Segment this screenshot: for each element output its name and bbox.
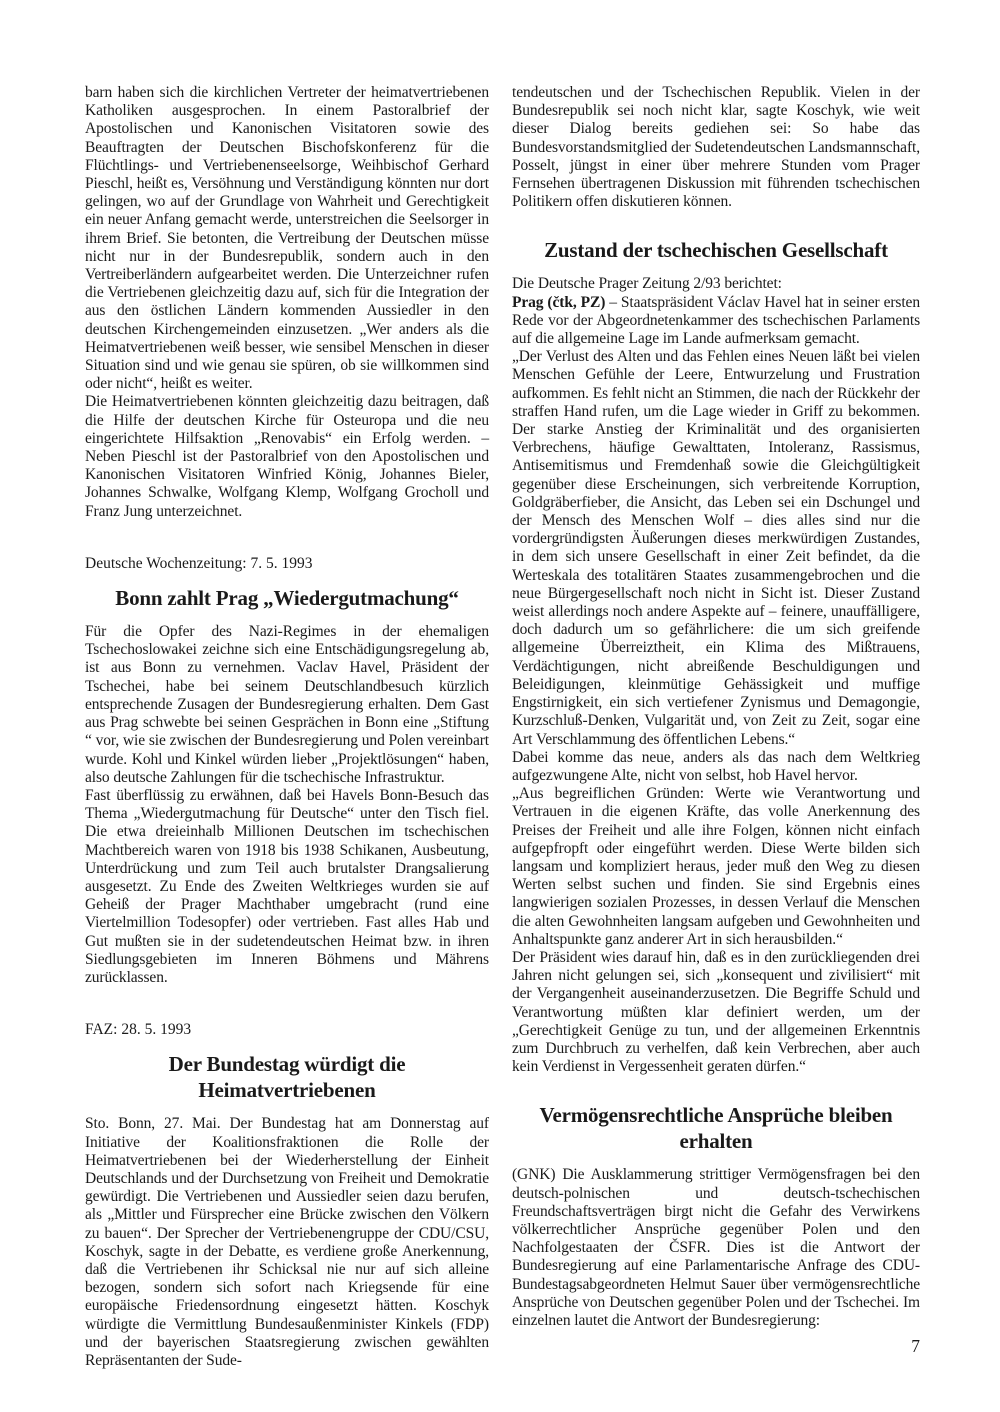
- article-paragraph: Dabei komme das neue, anders als das nach dem Weltkrieg aufgezwungene Alte, nicht von selbst, hob Havel hervor.: [512, 748, 920, 784]
- article-heading: Der Bundestag würdigt die Heimatvertriebenen: [168, 1052, 406, 1103]
- paragraph-lead: Prag (čtk, PZ): [512, 293, 606, 311]
- article-paragraph: tendeutschen und der Tschechischen Republik. Vielen in der Bundesrepublik sei noch nicht klar, sagte Koschyk, wie weit dieser Dialog bereits gediehen sei: So habe das Bundesvorstandsmitglied der Sudetendeutschen Landsmannschaft, Posselt, jüngst in einer über mehrere Stunden vom Prager Fernsehen übertragenen Diskussion mit führenden tschechischen Politikern offen diskutieren können.: [512, 84, 921, 211]
- article-heading: Vermögensrechtliche Ansprüche bleiben erhalten: [539, 1103, 893, 1154]
- article-paragraph: barn haben sich die kirchlichen Vertreter der heimatvertriebenen Katholiken ausgesprochen. In einem Pastoralbrief der Apostolischen und Kanonischen Visitatoren sowie des Beauftragten der Deutschen Bischofskonferenz für die Flüchtlings- und Vertriebenenseelsorge, Weihbischof Gerhard Pieschl, heißt es, Versöhnung und Verständigung könnten nur dort gelingen, wo auf der Grundlage von Wahrheit und Gerechtigkeit ein neuer Anfang gemacht werde, unterstreichen die Seelsorger in ihrem Brief. Sie betonten, die Vertreibung der Deutschen müsse nicht nur in der Bundesrepublik, sondern auch in den Vertreiberländern aufgearbeitet werden. Die Unterzeichner rufen die Vertriebenen gleichzeitig dazu auf, sich für die Integration der aus den östlichen Ländern kommenden Aussiedler in den deutschen Kirchengemeinden einzusetzen. „Wer anders als die Heimatvertriebenen weiß besser, wie sensibel Menschen in dieser Situation sind und wie genau sie spüren, ob sie willkommen sind oder nicht“, heißt es weiter.: [85, 84, 489, 393]
- source-line: Deutsche Wochenzeitung: 7. 5. 1993: [85, 554, 313, 572]
- article-heading: Zustand der tschechischen Gesellschaft: [544, 238, 888, 263]
- article-paragraph: Fast überflüssig zu erwähnen, daß bei Havels Bonn-Besuch das Thema „Wiedergutmachung für Deutsche“ unter den Tisch fiel. Die etwa dreieinhalb Millionen Deutschen im tschechischen Machtbereich waren von 1918 bis 1938 Schikanen, Ausbeutung, Unterdrückung und zum Teil auch brutalster Drangsalierung ausgesetzt. Zu Ende des Zweiten Weltkrieges wurden sie auf Geheiß der Prager Machthaber umgebracht (rund eine Viertelmillion Todesopfer) oder vertrieben. Fast alles Hab und Gut mußten sie in der sudetendeutschen Heimat bzw. in ihren Siedlungsgebieten im Inneren Böhmens und Mährens zurücklassen.: [85, 786, 489, 986]
- paragraph-lead-rest: – Staatspräsident Václav Havel hat in seiner ersten Rede vor der Abgeordnetenkammer des tschechischen Parlaments auf die allgemeine Lage im Lande aufmerksam gemacht.: [512, 293, 920, 348]
- source-line: FAZ: 28. 5. 1993: [85, 1021, 192, 1039]
- left-column: [85, 84, 489, 1370]
- article-paragraph: Für die Opfer des Nazi-Regimes in der ehemaligen Tschechoslowakei zeichne sich eine Entschädigungsregelung ab, ist aus Bonn zu vernehmen. Vaclav Havel, Präsident der Tschechei, habe bei seinem Deutschlandbesuch kürzlich entsprechende Zusagen der Bundesregierung erhalten. Dem Gast aus Prag schwebte bei seinen Gesprächen in Bonn eine „Stiftung “ vor, wie sie zwischen der Bundesregierung und Polen vereinbart wurde. Kohl und Kinkel würden lieber „Projektlösungen“ haben, also deutsche Zahlungen für die tschechische Infrastruktur.: [85, 623, 489, 786]
- right-column: [512, 84, 920, 1330]
- publication-line: Die Deutsche Prager Zeitung 2/93 berichtet:: [512, 275, 782, 293]
- page-number: 7: [911, 1336, 920, 1356]
- article-paragraph: Der Präsident wies darauf hin, daß es in den zurückliegenden drei Jahren nicht gelungen sei, sich „konsequent und zivilisiert“ mit der Vergangenheit auseinanderzusetzen. Die Begriffe Schuld und Verantwortung müßten klar definiert werden, um der „Gerechtigkeit Genüge zu tun, und der allgemeinen Erkenntnis zum Durchbruch zu verhelfen, daß kein Verbrechen, aber auch kein Verdienst in Vergessenheit geraten dürfen.“: [512, 948, 920, 1076]
- article-paragraph: Die Heimatvertriebenen könnten gleichzeitig dazu beitragen, daß die Hilfe der deutschen Kirche für Osteuropa und die neu eingerichtete Hilfsaktion „Renovabis“ ein Erfolg werden. – Neben Pieschl ist der Pastoralbrief von den Apostolischen und Kanonischen Visitatoren Winfried König, Johannes Bieler, Johannes Schwalke, Wolfgang Klemp, Wolfgang Grocholl und Franz Jung unterzeichnet.: [85, 393, 489, 520]
- article-paragraph: „Aus begreiflichen Gründen: Werte wie Verantwortung und Vertrauen in die eigenen Kräfte, das volle Anerkennung des Preises der Freiheit und alle ihre Folgen, können nicht einfach aufgepfropft oder eingeführt werden. Diese Werte bilden sich langsam und kompliziert heraus, jeder muß den Weg zu diesen Werten selbst suchen und finden. Sie sind Ergebnis eines langwierigen sozialen Prozesses, in dessen Verlauf die Menschen die alten Gewohnheiten langsam aufgeben und Gewohnheiten und Anhaltspunkte ganz anderer Art in sich herausbilden.“: [512, 785, 920, 948]
- article-heading: Bonn zahlt Prag „Wiedergutmachung“: [115, 586, 459, 611]
- article-paragraph: Sto. Bonn, 27. Mai. Der Bundestag hat am Donnerstag auf Initiative der Koalitionsfraktionen die Rolle der Heimatvertriebenen bei der Wiederherstellung der Einheit Deutschlands und der Durchsetzung von Freiheit und Demokratie gewürdigt. Die Vertriebenen und Aussiedler seien dazu berufen, als „Mittler und Fürsprecher eine Brücke zwischen den Völkern zu bauen“. Der Sprecher der Vertriebenengruppe der CDU/CSU, Koschyk, sagte in der Debatte, es verdiene große Anerkennung, daß die Vertriebenen ihr Schicksal nie nur auf sich alleine bezogen, sondern sich sofort nach Kriegsende für eine europäische Friedensordnung eingesetzt hätten. Koschyk würdigte die Vermittlung Bundesaußenminister Kinkels (FDP) und der bayerischen Staatsregierung zwischen gewählten Repräsentanten der Sude-: [85, 1115, 489, 1369]
- article-paragraph: [512, 294, 920, 349]
- article-paragraph: „Der Verlust des Alten und das Fehlen eines Neuen läßt bei vielen Menschen Gefühle der Leere, Entwurzelung und Frustration aufkommen. Es fehlt nicht an Stimmen, die nach der Rückkehr der straffen Hand rufen, um die Lage wieder in Griff zu bekommen. Der starke Anstieg der Kriminalität und des organisierten Verbrechens, häufige Gewalttaten, Intoleranz, Rassismus, Antisemitismus und Fremdenhaß sowie die Gleichgültigkeit gegenüber diese Erscheinungen, sich verbreitende Korruption, Goldgräberfieber, die Ansicht, das Leben sei ein Dschungel und der Mensch des Menschen Wolf – dies alles sind nur die vordergründigsten Äußerungen dieses merkwürdigen Zustandes, in dem sich unsere Gesellschaft in einer Zeit befindet, da die Werteskala des totalitären Staates zusammengebrochen und die neue Bürgergesellschaft noch nicht in Sicht ist. Dieser Zustand weist allerdings noch andere Aspekte auf – feinere, unauffälligere, doch dadurch um so gefährlichere: die um sich greifende allgemeine Überreiztheit, ein Klima des Mißtrauens, Verdächtigungen, nicht abreißende Beschuldigungen und Beleidigungen, kleinmütige Gehässigkeit und muffige Engstirnigkeit, ein sich vertiefener Zynismus und Demagongie, Kurzschluß-Denken, Vulgarität und, von Zeit zu Zeit, sogar eine Art Verschlammung des öffentlichen Lebens.“: [512, 348, 920, 748]
- article-paragraph: (GNK) Die Ausklammerung strittiger Vermögensfragen bei den deutsch-polnischen und deutsch-tschechischen Freundschaftsverträgen birgt nicht die Gefahr des Verwirkens völkerrechtlicher Ansprüche gegenüber Polen und den Nachfolgestaaten der ČSFR. Dies ist die Antwort der Bundesregierung auf eine Parlamentarische Anfrage des CDU-Bundestagsabgeordneten Helmut Sauer über vermögensrechtliche Ansprüche von Deutschen gegenüber Polen und der Tschechei. Im einzelnen lautet die Antwort der Bundesregierung:: [512, 1166, 920, 1329]
